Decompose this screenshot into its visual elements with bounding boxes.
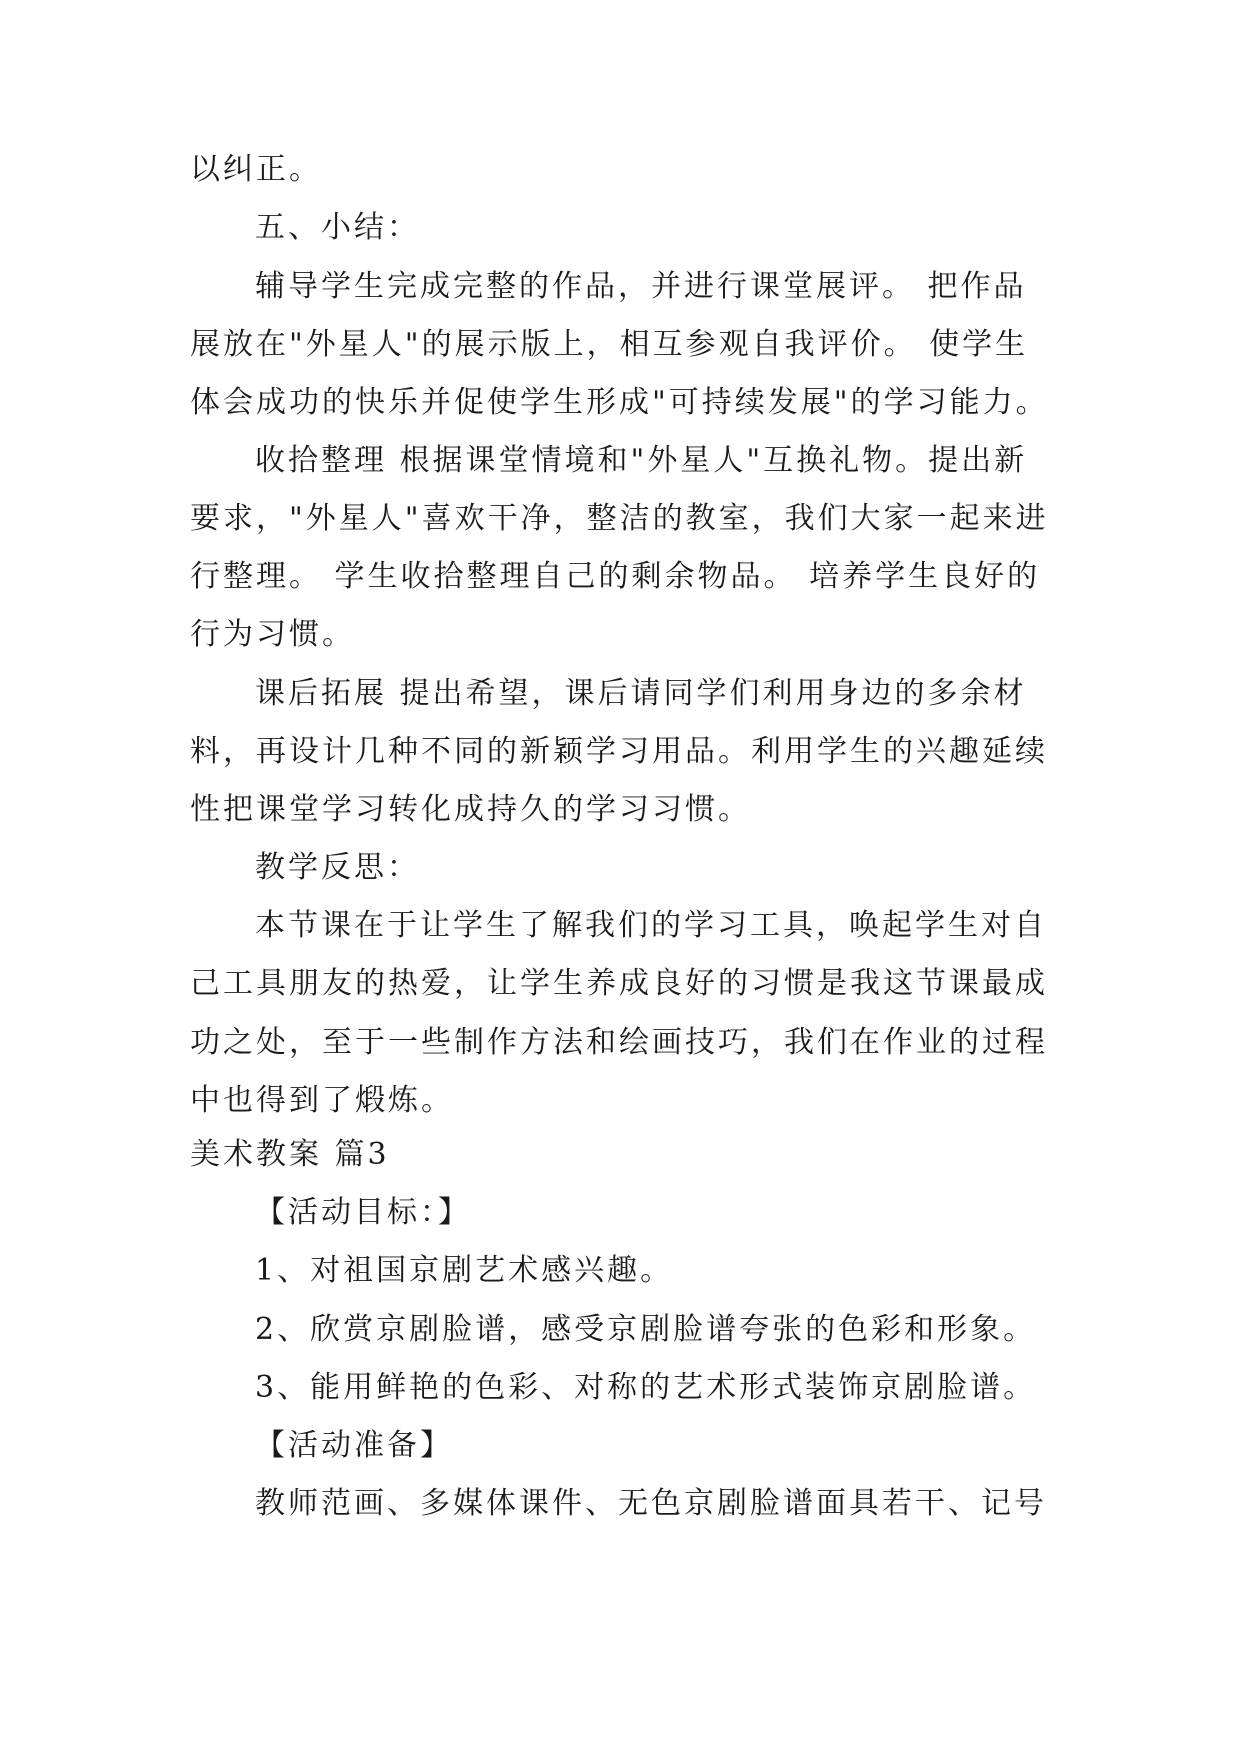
list-item: 1、对祖国京剧艺术感兴趣。 [255, 1253, 674, 1288]
text-line: 辅导学生完成完整的作品，并进行课堂展评。 把作品 [255, 269, 1027, 304]
activity-goals-heading: 【活动目标：】 [255, 1195, 471, 1230]
list-item: 2、欣赏京剧脸谱，感受京剧脸谱夸张的色彩和形象。 [255, 1312, 1037, 1347]
list-item: 3、能用鲜艳的色彩、对称的艺术形式装饰京剧脸谱。 [255, 1370, 1037, 1405]
text-line: 行为习惯。 [190, 617, 355, 652]
activity-preparation-heading: 【活动准备】 [255, 1428, 453, 1463]
text-line: 料，再设计几种不同的新颖学习用品。利用学生的兴趣延续 [190, 734, 1048, 769]
text-line: 己工具朋友的热爱，让学生养成良好的习惯是我这节课最成 [190, 966, 1048, 1001]
text-line: 中也得到了煅炼。 [190, 1083, 454, 1118]
text-line: 功之处，至于一些制作方法和绘画技巧，我们在作业的过程 [190, 1025, 1048, 1060]
text-line: 课后拓展 提出希望，课后请同学们利用身边的多余材 [255, 676, 1027, 711]
text-line: 本节课在于让学生了解我们的学习工具，唤起学生对自 [255, 908, 1047, 943]
text-line: 体会成功的快乐并促使学生形成"可持续发展"的学习能力。 [190, 385, 1049, 420]
section-title: 美术教案 篇3 [190, 1137, 390, 1172]
section-heading-summary: 五、小结： [255, 210, 420, 245]
text-line: 以纠正。 [190, 152, 322, 187]
text-line: 展放在"外星人"的展示版上，相互参观自我评价。 使学生 [190, 327, 1029, 362]
text-line: 行整理。 学生收拾整理自己的剩余物品。 培养学生良好的 [190, 559, 1041, 594]
text-line: 要求，"外星人"喜欢干净，整洁的教室，我们大家一起来进 [190, 501, 1049, 536]
text-line: 收拾整理 根据课堂情境和"外星人"互换礼物。提出新 [255, 443, 1028, 478]
text-line: 教师范画、多媒体课件、无色京剧脸谱面具若干、记号 [255, 1486, 1047, 1521]
text-line: 性把课堂学习转化成持久的学习习惯。 [190, 792, 751, 827]
section-heading-reflection: 教学反思： [255, 850, 420, 885]
